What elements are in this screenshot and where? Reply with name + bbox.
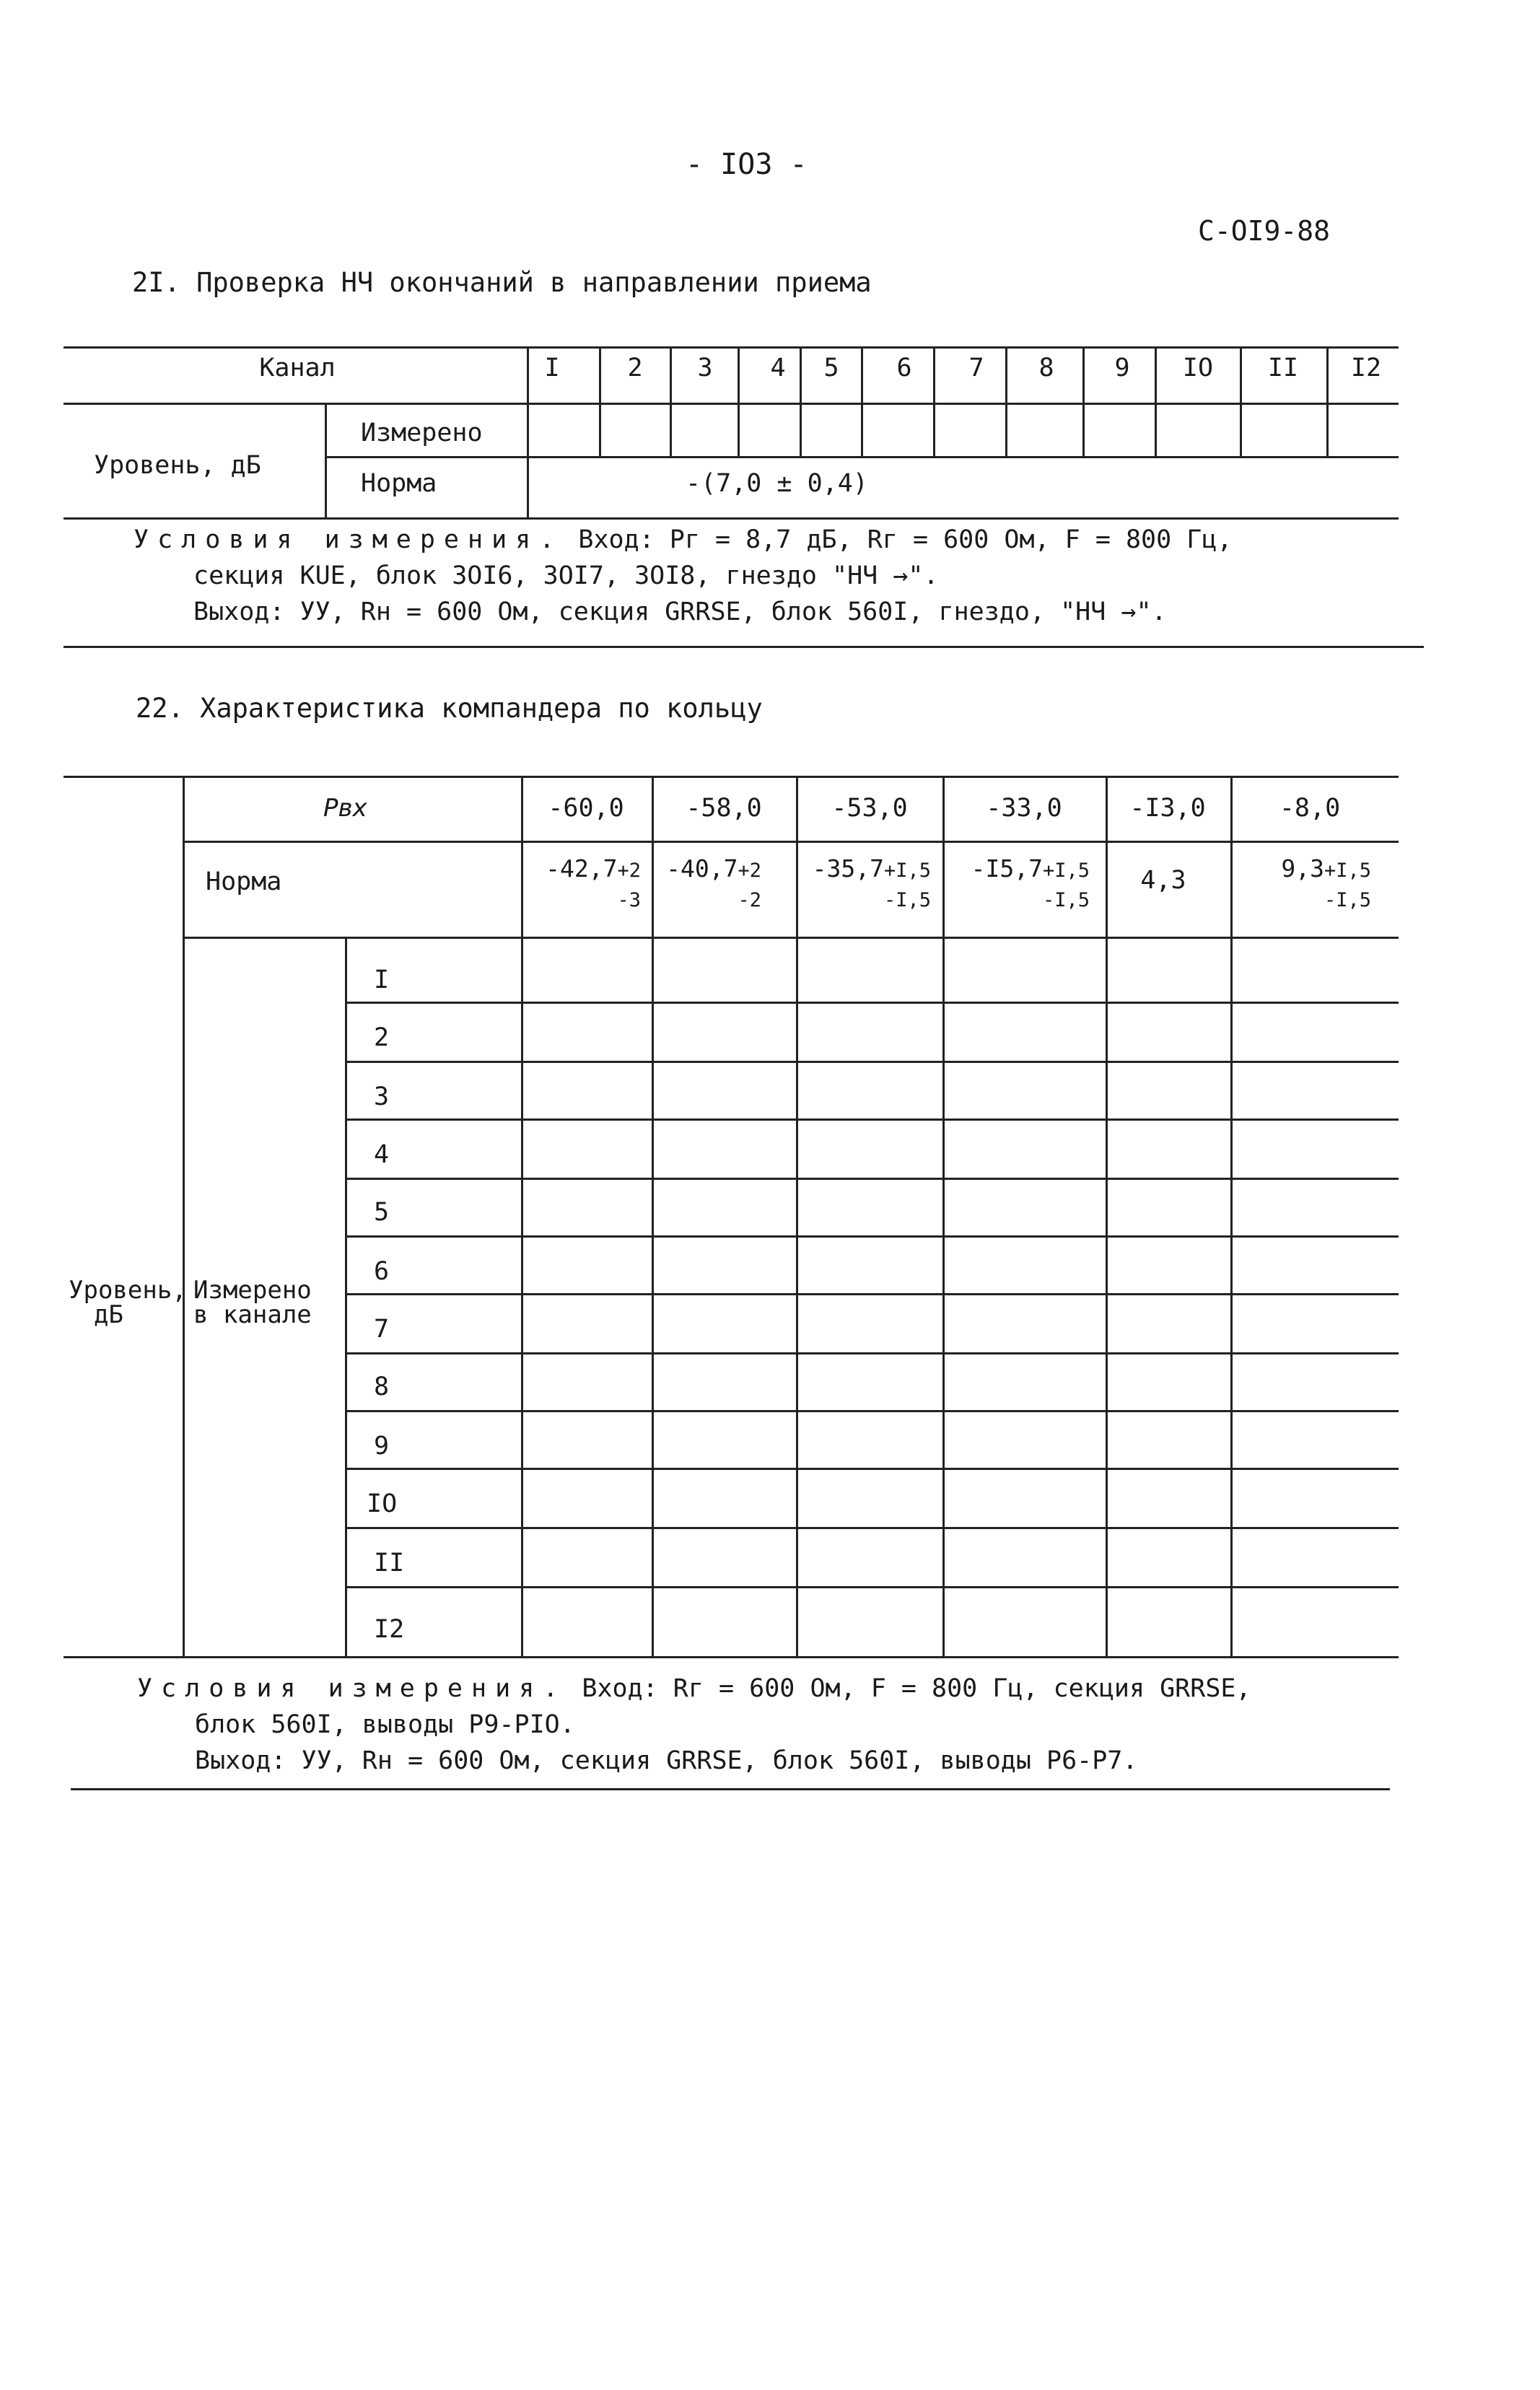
level-label: Уровень, (69, 1276, 187, 1305)
level-unit-label: дБ (94, 1300, 123, 1329)
norm-cell: 4,3 (1140, 866, 1186, 895)
channel-header-cell: IO (1182, 354, 1214, 382)
norm-value: -(7,0 ± 0,4) (686, 469, 868, 498)
channel-row-label: IO (367, 1489, 398, 1518)
level-row-label: Уровень, дБ (94, 451, 261, 480)
input-level-header: Pвх (323, 794, 367, 823)
norm-label: Норма (206, 867, 282, 896)
conditions-line-3: Выход: УУ, Rн = 600 Ом, секция GRRSE, блок 560I, гнездо, "НЧ →". (193, 598, 1167, 626)
norm-label: Норма (361, 469, 437, 498)
document-code: C-OI9-88 (1198, 215, 1331, 247)
conditions-line-2: секция KUE, блок 3OI6, 3OI7, 3OI8, гнездо "НЧ →". (193, 561, 939, 590)
measured-in-channel-label: Измерено (193, 1276, 312, 1305)
channel-header-cell: 6 (896, 354, 912, 382)
channel-header-cell: 9 (1114, 354, 1130, 382)
channel-header: Канал (259, 354, 336, 382)
input-level-cell: -I3,0 (1129, 794, 1206, 823)
conditions-line-3: Выход: УУ, Rн = 600 Ом, секция GRRSE, блок 560I, выводы P6-P7. (195, 1746, 1138, 1775)
channel-row-label: 2 (374, 1023, 390, 1052)
input-level-cell: -33,0 (986, 794, 1062, 823)
section-22-heading: 22. Характеристика компандера по кольцу (136, 693, 763, 724)
conditions-label: Условия измерения. (134, 525, 564, 554)
measured-label: Измерено (361, 419, 483, 447)
channel-header-cell: I2 (1350, 354, 1382, 382)
norm-cell: -I5,7+I,5 -I,5 (971, 854, 1090, 911)
input-level-cell: -60,0 (548, 794, 624, 823)
conditions-line-1: Вход: Rг = 600 Ом, F = 800 Гц, секция GRRSE, (582, 1674, 1251, 1703)
channel-header-cell: 3 (697, 354, 713, 382)
channel-header-cell: 4 (770, 354, 786, 382)
channel-header-cell: I (544, 354, 560, 382)
channel-row-label: 6 (374, 1257, 390, 1286)
input-level-cell: -8,0 (1279, 794, 1341, 823)
channel-header-cell: 2 (627, 354, 643, 382)
channel-row-label: II (374, 1549, 405, 1577)
channel-header-cell: II (1267, 354, 1299, 382)
page-number: - IO3 - (686, 148, 808, 181)
channel-row-label: 3 (374, 1082, 390, 1111)
conditions-line-1: Вход: Pг = 8,7 дБ, Rг = 600 Ом, F = 800 Гц, (578, 525, 1233, 554)
channel-row-label: 5 (374, 1198, 390, 1227)
channel-row-label: I (374, 966, 390, 994)
conditions-label: Условия измерения. (137, 1674, 567, 1703)
channel-header-cell: 7 (968, 354, 984, 382)
channel-row-label: I2 (374, 1615, 405, 1644)
norm-cell: -35,7+I,5 -I,5 (812, 854, 931, 911)
norm-cell: -40,7+2 -2 (666, 854, 761, 911)
input-level-cell: -58,0 (686, 794, 762, 823)
section-21-heading: 2I. Проверка НЧ окончаний в направлении приема (132, 267, 872, 298)
input-level-cell: -53,0 (831, 794, 908, 823)
channel-row-label: 8 (374, 1373, 390, 1401)
channel-row-label: 7 (374, 1315, 390, 1344)
channel-header-cell: 5 (823, 354, 839, 382)
channel-header-cell: 8 (1038, 354, 1054, 382)
channel-row-label: 9 (374, 1432, 390, 1461)
norm-cell: 9,3+I,5 -I,5 (1281, 854, 1371, 911)
channel-row-label: 4 (374, 1140, 390, 1169)
measured-in-channel-label: в канале (193, 1300, 312, 1329)
conditions-line-2: блок 560I, выводы P9-PIO. (195, 1710, 575, 1739)
norm-cell: -42,7+2 -3 (546, 854, 641, 911)
